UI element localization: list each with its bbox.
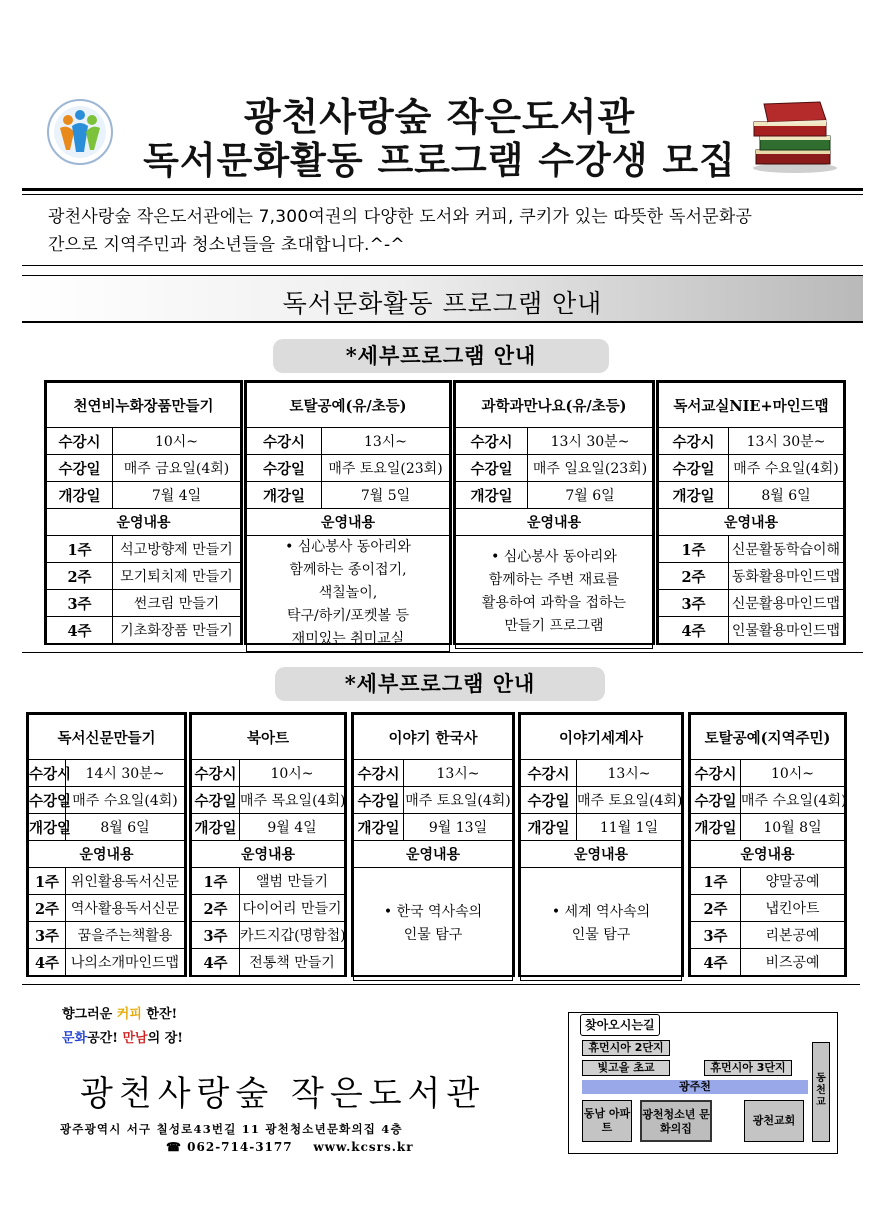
slogan1-c: 한잔! <box>141 1007 178 1022</box>
intro-text <box>48 203 848 259</box>
program-card <box>518 712 684 977</box>
description-line: 탁구/하키/포켓볼 등 <box>286 608 410 624</box>
week-content: 모기퇴치제 만들기 <box>113 563 241 590</box>
week-number: 3주 <box>659 590 729 617</box>
description-line: 인물 탐구 <box>403 927 463 943</box>
program-card <box>688 712 847 977</box>
program-title: 과학과만나요(유/초등) <box>456 383 653 428</box>
week-number: 1주 <box>29 868 66 895</box>
address: 광주광역시 서구 칠성로43번길 11 광천청소년문화의집 4층 <box>60 1122 403 1136</box>
label-day: 수강일 <box>354 787 404 814</box>
week-number: 3주 <box>29 922 66 949</box>
program-start: 7월 6일 <box>528 482 653 509</box>
location-map <box>568 1012 838 1154</box>
phone-number: 062-714-3177 <box>187 1140 293 1154</box>
slogan2-meet: 만남 <box>122 1031 148 1046</box>
program-day: 매주 금요일(4회) <box>113 455 241 482</box>
description-line: 함께하는 종이접기, <box>289 562 407 578</box>
program-title: 독서신문만들기 <box>29 715 185 760</box>
label-start: 개강일 <box>691 814 741 841</box>
week-content: 꿈을주는책활용 <box>66 922 185 949</box>
description-line: 함께하는 주변 재료를 <box>488 572 620 588</box>
program-title: 이야기세계사 <box>521 715 682 760</box>
description-line: 만들기 프로그램 <box>504 618 604 634</box>
program-card <box>244 380 452 645</box>
week-number: 4주 <box>29 949 66 976</box>
label-day: 수강일 <box>521 787 577 814</box>
week-content: 비즈공예 <box>741 949 845 976</box>
week-content: 나의소개마인드맵 <box>66 949 185 976</box>
week-content: 신문활동학습이해 <box>729 536 844 563</box>
program-start: 8월 6일 <box>66 814 185 841</box>
program-title: 이야기 한국사 <box>354 715 513 760</box>
label-content: 운영내용 <box>247 509 450 536</box>
slogan2-culture: 문화 <box>62 1031 88 1046</box>
program-day: 매주 수요일(4회) <box>66 787 185 814</box>
program-title: 북아트 <box>192 715 345 760</box>
week-content: 양말공예 <box>741 868 845 895</box>
program-card <box>26 712 187 977</box>
page-title-line1: 광천사랑숲 작은도서관 <box>243 95 636 139</box>
program-start: 9월 13일 <box>404 814 513 841</box>
map-label-apartment: 동남 아파트 <box>582 1100 632 1142</box>
label-start: 개강일 <box>354 814 404 841</box>
week-content: 위인활용독서신문 <box>66 868 185 895</box>
program-card <box>44 380 243 645</box>
program-day: 매주 토요일(4회) <box>577 787 682 814</box>
program-day: 매주 토요일(4회) <box>404 787 513 814</box>
week-number: 4주 <box>691 949 741 976</box>
week-number: 2주 <box>659 563 729 590</box>
week-content: 기초화장품 만들기 <box>113 617 241 644</box>
slogan-line-1 <box>62 1003 177 1022</box>
label-start: 개강일 <box>247 482 322 509</box>
label-content: 운영내용 <box>456 509 653 536</box>
contact-line <box>166 1140 414 1154</box>
week-number: 2주 <box>29 895 66 922</box>
week-content: 카드지갑(명함첩) <box>240 922 345 949</box>
program-title: 독서교실NIE+마인드맵 <box>659 383 844 428</box>
program-description <box>456 536 653 649</box>
label-start: 개강일 <box>29 814 66 841</box>
week-content: 다이어리 만들기 <box>240 895 345 922</box>
slogan1-coffee: 커피 <box>116 1007 142 1022</box>
week-content: 석고방향제 만들기 <box>113 536 241 563</box>
label-content: 운영내용 <box>659 509 844 536</box>
map-river: 광주천 <box>582 1080 808 1094</box>
week-content: 냅킨아트 <box>741 895 845 922</box>
intro-divider <box>22 265 863 266</box>
label-time: 수강시 <box>192 760 240 787</box>
label-time: 수강시 <box>691 760 741 787</box>
program-card <box>656 380 846 645</box>
program-time: 14시 30분~ <box>66 760 185 787</box>
week-number: 3주 <box>47 590 113 617</box>
description-line: 활용하여 과학을 접하는 <box>481 595 627 611</box>
label-content: 운영내용 <box>691 841 845 868</box>
label-start: 개강일 <box>456 482 528 509</box>
library-name: 광천사랑숲 작은도서관 <box>80 1074 486 1114</box>
description-line: • 한국 역사속의 <box>383 904 483 920</box>
website-link[interactable]: www.kcsrs.kr <box>313 1140 414 1154</box>
program-card <box>189 712 347 977</box>
label-day: 수강일 <box>456 455 528 482</box>
program-start: 11월 1일 <box>577 814 682 841</box>
books-illustration <box>750 98 840 174</box>
week-number: 4주 <box>659 617 729 644</box>
map-label-humansia2: 휴먼시아 2단지 <box>582 1040 670 1056</box>
week-number: 3주 <box>192 922 240 949</box>
label-day: 수강일 <box>247 455 322 482</box>
week-content: 썬크림 만들기 <box>113 590 241 617</box>
week-content: 신문활용마인드맵 <box>729 590 844 617</box>
program-time: 13시~ <box>577 760 682 787</box>
label-day: 수강일 <box>659 455 729 482</box>
program-time: 10시~ <box>741 760 845 787</box>
program-title: 토탈공예(지역주민) <box>691 715 845 760</box>
label-time: 수강시 <box>247 428 322 455</box>
program-start: 10월 8일 <box>741 814 845 841</box>
week-number: 4주 <box>47 617 113 644</box>
program-time: 10시~ <box>240 760 345 787</box>
label-start: 개강일 <box>521 814 577 841</box>
map-bridge: 동천교 <box>812 1042 830 1142</box>
slogan2-d: 의 장! <box>147 1031 183 1046</box>
program-time: 13시 30분~ <box>729 428 844 455</box>
week-content: 동화활용마인드맵 <box>729 563 844 590</box>
label-time: 수강시 <box>456 428 528 455</box>
header-divider-thin <box>22 194 863 195</box>
week-number: 2주 <box>47 563 113 590</box>
label-content: 운영내용 <box>521 841 682 868</box>
intro-line-2: 간으로 지역주민과 청소년들을 초대합니다.^-^ <box>48 235 405 255</box>
map-label-humansia3: 휴먼시아 3단지 <box>704 1060 792 1076</box>
label-time: 수강시 <box>29 760 66 787</box>
label-start: 개강일 <box>659 482 729 509</box>
program-time: 10시~ <box>113 428 241 455</box>
label-day: 수강일 <box>47 455 113 482</box>
program-start: 9월 4일 <box>240 814 345 841</box>
map-label-school: 빛고을 초교 <box>582 1060 670 1076</box>
label-day: 수강일 <box>691 787 741 814</box>
map-title: 찾아오시는길 <box>580 1014 660 1036</box>
week-content: 앨범 만들기 <box>240 868 345 895</box>
program-description <box>521 868 682 981</box>
program-banner <box>22 275 863 323</box>
program-start: 8월 6일 <box>729 482 844 509</box>
slogan2-b: 공간! <box>87 1031 123 1046</box>
week-number: 4주 <box>192 949 240 976</box>
label-time: 수강시 <box>354 760 404 787</box>
program-banner-text: 독서문화활동 프로그램 안내 <box>282 289 603 318</box>
program-day: 매주 목요일(4회) <box>240 787 345 814</box>
program-card <box>453 380 655 645</box>
row-divider <box>22 652 863 653</box>
program-day: 매주 수요일(4회) <box>741 787 845 814</box>
program-time: 13시~ <box>404 760 513 787</box>
label-day: 수강일 <box>192 787 240 814</box>
label-start: 개강일 <box>47 482 113 509</box>
slogan-line-2 <box>62 1027 183 1046</box>
program-start: 7월 5일 <box>322 482 450 509</box>
label-content: 운영내용 <box>192 841 345 868</box>
phone-icon: ☎ <box>166 1140 182 1154</box>
week-number: 2주 <box>691 895 741 922</box>
program-title: 천연비누화장품만들기 <box>47 383 241 428</box>
week-number: 1주 <box>47 536 113 563</box>
label-time: 수강시 <box>521 760 577 787</box>
week-content: 인물활용마인드맵 <box>729 617 844 644</box>
description-line: 색칠놀이, <box>318 585 378 601</box>
slogan1-a: 향그러운 <box>62 1007 117 1022</box>
map-label-youthcenter: 광천청소년 문화의집 <box>640 1100 712 1142</box>
section-title-1: *세부프로그램 안내 <box>273 339 609 373</box>
header-divider <box>22 188 863 191</box>
label-day: 수강일 <box>29 787 66 814</box>
week-number: 3주 <box>691 922 741 949</box>
week-number: 1주 <box>192 868 240 895</box>
label-start: 개강일 <box>192 814 240 841</box>
program-day: 매주 일요일(23회) <box>528 455 653 482</box>
description-line: • 심心봉사 동아리와 <box>285 539 411 555</box>
program-description <box>354 868 513 981</box>
map-label-church: 광천교회 <box>744 1100 804 1142</box>
intro-line-1: 광천사랑숲 작은도서관에는 7,300여권의 다양한 도서와 커피, 쿠키가 있는 따뜻한 독서문화공 <box>48 207 753 227</box>
label-content: 운영내용 <box>47 509 241 536</box>
description-line: • 심心봉사 동아리와 <box>491 549 617 565</box>
description-line: • 세계 역사속의 <box>551 904 651 920</box>
program-description <box>247 536 450 652</box>
label-time: 수강시 <box>659 428 729 455</box>
week-content: 리본공예 <box>741 922 845 949</box>
description-line: 재미있는 취미교실 <box>291 631 405 647</box>
page-title-line2: 독서문화활동 프로그램 수강생 모집 <box>143 139 736 182</box>
section-title-2: *세부프로그램 안내 <box>275 667 605 701</box>
description-line: 인물 탐구 <box>571 927 631 943</box>
program-time: 13시~ <box>322 428 450 455</box>
label-content: 운영내용 <box>29 841 185 868</box>
label-time: 수강시 <box>47 428 113 455</box>
week-number: 2주 <box>192 895 240 922</box>
footer-divider <box>22 984 860 985</box>
program-card <box>351 712 515 977</box>
week-number: 1주 <box>691 868 741 895</box>
program-title: 토탈공예(유/초등) <box>247 383 450 428</box>
program-time: 13시 30분~ <box>528 428 653 455</box>
week-number: 1주 <box>659 536 729 563</box>
week-content: 역사활용독서신문 <box>66 895 185 922</box>
program-start: 7월 4일 <box>113 482 241 509</box>
label-content: 운영내용 <box>354 841 513 868</box>
program-day: 매주 수요일(4회) <box>729 455 844 482</box>
program-day: 매주 토요일(23회) <box>322 455 450 482</box>
week-content: 전통책 만들기 <box>240 949 345 976</box>
